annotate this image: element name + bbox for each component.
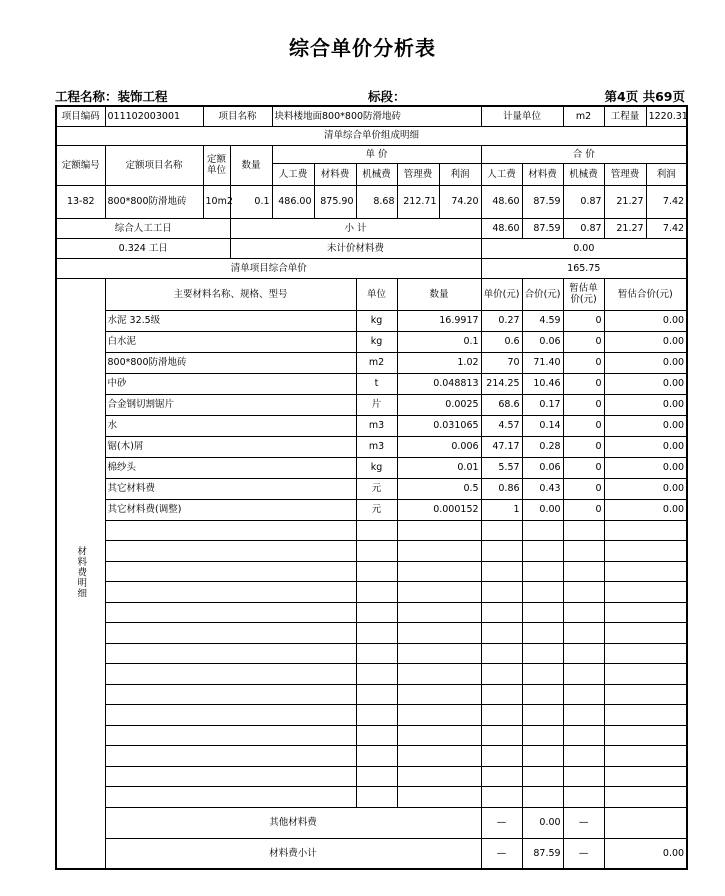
item-info-row: [56, 106, 687, 126]
sub-header: 材料费: [522, 163, 563, 185]
material-price: 4.57: [481, 415, 522, 436]
material-est-total: 0.00: [604, 352, 687, 373]
material-unit: kg: [356, 310, 397, 331]
col-quota-name: 定额项目名称: [105, 145, 203, 185]
sub-header: 机械费: [563, 163, 604, 185]
quota-qty: 0.1: [230, 185, 272, 218]
group-total-price: 合 价: [481, 145, 687, 163]
composite-label: 清单项目综合单价: [56, 258, 481, 278]
quota-value: 87.59: [522, 185, 563, 218]
material-est-total: 0.00: [604, 415, 687, 436]
labor-day-label: 综合人工工日: [56, 218, 230, 238]
col-material-est-price: 暂估单价(元): [563, 278, 604, 310]
materials-subtotal-label: 材料费小计: [105, 838, 481, 869]
material-total: 10.46: [522, 373, 563, 394]
quota-value: 8.68: [356, 185, 397, 218]
material-est-total: 0.00: [604, 478, 687, 499]
quota-value: 48.60: [481, 185, 522, 218]
material-total: 0.14: [522, 415, 563, 436]
empty-material-row: [56, 561, 687, 582]
materials-side-label: [56, 278, 105, 869]
item-name-label: 项目名称: [203, 106, 272, 126]
col-quota-unit: 定额单位: [203, 145, 230, 185]
quota-value: 21.27: [604, 185, 646, 218]
material-est-price: 0: [563, 457, 604, 478]
material-unit: m3: [356, 436, 397, 457]
material-unit: t: [356, 373, 397, 394]
other-materials-dash2: —: [563, 807, 604, 838]
material-est-price: 0: [563, 310, 604, 331]
quota-value: 875.90: [314, 185, 356, 218]
material-est-total: 0.00: [604, 373, 687, 394]
material-unit: m3: [356, 415, 397, 436]
material-name: 其它材料费: [105, 478, 356, 499]
material-est-total: 0.00: [604, 436, 687, 457]
empty-material-row: [56, 582, 687, 603]
other-materials-total: 0.00: [522, 807, 563, 838]
empty-material-row: [56, 602, 687, 623]
material-price: 5.57: [481, 457, 522, 478]
item-unit: m2: [563, 106, 604, 126]
unpriced-value: 0.00: [481, 238, 687, 258]
material-qty: 0.5: [397, 478, 481, 499]
material-row: [56, 499, 687, 520]
quota-section-title: 清单综合单价组成明细: [56, 126, 687, 145]
material-row: [56, 352, 687, 373]
material-total: 0.17: [522, 394, 563, 415]
material-qty: 0.006: [397, 436, 481, 457]
material-price: 0.86: [481, 478, 522, 499]
material-qty: 0.0025: [397, 394, 481, 415]
item-name: 块料楼地面800*800防滑地砖: [272, 106, 481, 126]
empty-material-row: [56, 684, 687, 705]
quota-code: 13-82: [56, 185, 105, 218]
material-name: 水: [105, 415, 356, 436]
material-row: [56, 310, 687, 331]
sub-header: 利润: [646, 163, 687, 185]
group-unit-price: 单 价: [272, 145, 481, 163]
empty-material-row: [56, 787, 687, 808]
quota-unit: 10m2: [203, 185, 230, 218]
material-est-price: 0: [563, 373, 604, 394]
subtotal-value: 0.87: [563, 218, 604, 238]
material-name: 800*800防滑地砖: [105, 352, 356, 373]
material-name: 其它材料费(调整): [105, 499, 356, 520]
sub-header: 机械费: [356, 163, 397, 185]
material-est-total: 0.00: [604, 331, 687, 352]
col-material-unit: 单位: [356, 278, 397, 310]
material-est-price: 0: [563, 436, 604, 457]
col-material-name: 主要材料名称、规格、型号: [105, 278, 356, 310]
project-name: 工程名称：装饰工程: [55, 89, 168, 104]
material-total: 71.40: [522, 352, 563, 373]
material-total: 0.06: [522, 457, 563, 478]
quota-name: 800*800防滑地砖: [105, 185, 203, 218]
material-row: [56, 436, 687, 457]
quota-value: 0.87: [563, 185, 604, 218]
material-price: 1: [481, 499, 522, 520]
materials-subtotal-row: [56, 838, 687, 869]
empty-material-row: [56, 541, 687, 562]
subtotal-value: 48.60: [481, 218, 522, 238]
material-name: 水泥 32.5级: [105, 310, 356, 331]
sub-header: 人工费: [272, 163, 314, 185]
item-unit-label: 计量单位: [481, 106, 563, 126]
material-qty: 16.9917: [397, 310, 481, 331]
material-qty: 0.1: [397, 331, 481, 352]
other-materials-label: 其他材料费: [105, 807, 481, 838]
quota-value: 212.71: [397, 185, 439, 218]
material-unit: m2: [356, 352, 397, 373]
unpriced-label: 未计价材料费: [230, 238, 481, 258]
material-row: [56, 415, 687, 436]
material-row: [56, 373, 687, 394]
unit-price-analysis-table: [55, 105, 688, 870]
material-est-total: 0.00: [604, 310, 687, 331]
material-qty: 0.048813: [397, 373, 481, 394]
material-est-total: 0.00: [604, 394, 687, 415]
material-price: 0.27: [481, 310, 522, 331]
material-est-price: 0: [563, 415, 604, 436]
col-quota-qty: 数量: [230, 145, 272, 185]
item-qty: 1220.31: [646, 106, 687, 126]
material-price: 68.6: [481, 394, 522, 415]
material-price: 214.25: [481, 373, 522, 394]
material-total: 0.28: [522, 436, 563, 457]
empty-material-row: [56, 520, 687, 541]
sub-header: 人工费: [481, 163, 522, 185]
subtotal-value: 87.59: [522, 218, 563, 238]
col-material-qty: 数量: [397, 278, 481, 310]
material-name: 锯(木)屑: [105, 436, 356, 457]
material-price: 70: [481, 352, 522, 373]
item-code: 011102003001: [105, 106, 203, 126]
empty-material-row: [56, 643, 687, 664]
material-unit: 元: [356, 478, 397, 499]
material-unit: 元: [356, 499, 397, 520]
material-qty: 0.01: [397, 457, 481, 478]
sub-header: 利润: [439, 163, 481, 185]
page-info: 第4页 共69页: [604, 89, 685, 104]
material-unit: 片: [356, 394, 397, 415]
materials-subtotal-total: 87.59: [522, 838, 563, 869]
material-unit: kg: [356, 331, 397, 352]
material-qty: 0.031065: [397, 415, 481, 436]
col-material-total: 合价(元): [522, 278, 563, 310]
materials-subtotal-dash2: —: [563, 838, 604, 869]
materials-header-row: [56, 278, 687, 310]
sub-header: 材料费: [314, 163, 356, 185]
material-row: [56, 457, 687, 478]
empty-material-row: [56, 623, 687, 644]
empty-material-row: [56, 746, 687, 767]
material-est-price: 0: [563, 478, 604, 499]
col-material-price: 单价(元): [481, 278, 522, 310]
material-price: 0.6: [481, 331, 522, 352]
sub-header: 管理费: [397, 163, 439, 185]
material-qty: 1.02: [397, 352, 481, 373]
material-name: 棉纱头: [105, 457, 356, 478]
material-row: [56, 331, 687, 352]
material-est-price: 0: [563, 394, 604, 415]
labor-days-value: 0.324 工日: [56, 238, 230, 258]
material-row: [56, 394, 687, 415]
material-total: 4.59: [522, 310, 563, 331]
material-est-price: 0: [563, 352, 604, 373]
materials-side-text: 材料费明细: [75, 545, 87, 598]
item-qty-label: 工程量: [604, 106, 646, 126]
subtotal-label: 小 计: [230, 218, 481, 238]
quota-row: [56, 185, 687, 218]
composite-row: [56, 258, 687, 278]
col-material-est-total: 暂估合价(元): [604, 278, 687, 310]
material-total: 0.43: [522, 478, 563, 499]
page-title: 综合单价分析表: [289, 36, 436, 60]
item-code-label: 项目编码: [56, 106, 105, 126]
material-qty: 0.000152: [397, 499, 481, 520]
composite-value: 165.75: [481, 258, 687, 278]
material-total: 0.06: [522, 331, 563, 352]
subtotal-value: 21.27: [604, 218, 646, 238]
material-total: 0.00: [522, 499, 563, 520]
quota-value: 7.42: [646, 185, 687, 218]
materials-subtotal-est-total: 0.00: [604, 838, 687, 869]
material-est-total: 0.00: [604, 457, 687, 478]
materials-subtotal-dash: —: [481, 838, 522, 869]
col-quota-code: 定额编号: [56, 145, 105, 185]
sub-header: 管理费: [604, 163, 646, 185]
empty-material-row: [56, 705, 687, 726]
material-unit: kg: [356, 457, 397, 478]
material-name: 合金钢切割锯片: [105, 394, 356, 415]
other-materials-row: [56, 807, 687, 838]
empty-material-row: [56, 725, 687, 746]
other-materials-dash: —: [481, 807, 522, 838]
quota-value: 486.00: [272, 185, 314, 218]
material-est-price: 0: [563, 331, 604, 352]
unpriced-row: [56, 238, 687, 258]
quota-value: 74.20: [439, 185, 481, 218]
material-name: 白水泥: [105, 331, 356, 352]
empty-material-row: [56, 664, 687, 685]
subtotal-row: [56, 218, 687, 238]
material-est-total: 0.00: [604, 499, 687, 520]
material-name: 中砂: [105, 373, 356, 394]
empty-material-row: [56, 766, 687, 787]
section-label: 标段：: [368, 89, 406, 104]
material-price: 47.17: [481, 436, 522, 457]
subtotal-value: 7.42: [646, 218, 687, 238]
material-row: [56, 478, 687, 499]
material-est-price: 0: [563, 499, 604, 520]
